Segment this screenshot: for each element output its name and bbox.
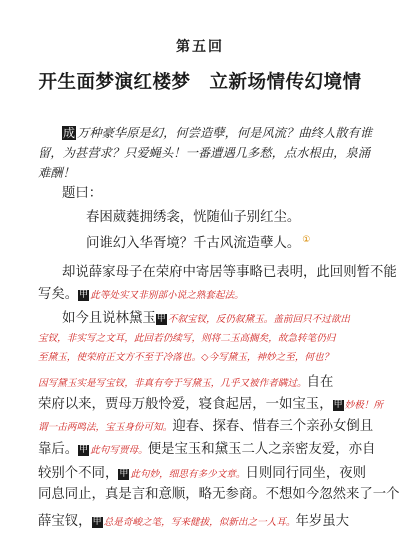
mixed-line	[38, 512, 349, 528]
mixed-line	[38, 464, 366, 480]
body-text: 如今且说林黛玉	[62, 311, 156, 326]
commentary-text: 谓一击两鸣法，宝玉身份可知。	[38, 422, 173, 433]
commentary	[92, 517, 296, 528]
verse-line: 难酬！	[38, 166, 75, 180]
body-line: 同息同止，真是言和意顺，略无参商。不想如今忽然来了一个	[38, 487, 400, 502]
body-text: 年岁虽大	[295, 514, 350, 529]
commentary-mark-icon: 甲	[333, 400, 343, 410]
commentary-line: 宝钗，非实写之文耳，此回若仍续写，则将二玉高搁矣，故急转笔仍归	[38, 333, 336, 344]
verse-line	[62, 126, 372, 140]
commentary-text: 此等处实又非别部小说之熟套起法。	[90, 290, 244, 301]
commentary-text: 因写黛玉实是写宝钗，非真有夸于写黛玉，几乎又被作者瞒过。	[38, 378, 307, 389]
commentary-mark-icon: 甲	[119, 469, 129, 479]
chapter-title: 开生面梦演红楼梦 立新场情传幻境情	[38, 72, 362, 93]
commentary-text: 此句妙，细思有多少文章。	[130, 469, 246, 480]
body-text: 自在	[306, 375, 334, 390]
mixed-line	[38, 440, 375, 456]
drop-cap: 成	[63, 126, 76, 140]
commentary-text: 此句写贾母。	[90, 445, 148, 456]
commentary	[333, 400, 383, 411]
commentary	[118, 469, 245, 480]
mixed-line	[38, 417, 373, 433]
body-line: 却说薛家母子在荣府中寄居等事略已表明，此回则暂不能	[62, 265, 397, 280]
poem-line: 春困葳蕤拥绣衾，恍随仙子别红尘。	[86, 210, 301, 225]
commentary-line: 至黛玉，使荣府正文方不至于冷落也。◇今写黛玉，神妙之至，何也？	[38, 352, 334, 363]
body-text: 日则同行同坐，夜则	[245, 466, 366, 481]
body-text: 迎春、探春、惜春三个亲孙女倒且	[172, 419, 374, 434]
commentary-text: 总是奇峻之笔，写来健拔，似新出之一人耳。	[103, 517, 296, 528]
body-text: 靠后。	[38, 442, 79, 457]
body-line	[62, 312, 350, 325]
poem-line	[86, 236, 310, 250]
commentary	[78, 445, 148, 456]
verse-text: 万种豪华原是幻，何尝造孽，何是风流？曲终人散有谁	[77, 126, 373, 140]
commentary	[78, 290, 244, 301]
commentary-mark-icon: 甲	[156, 314, 166, 324]
body-text: 便是宝玉和黛玉二人之亲密友爱，亦自	[147, 442, 376, 457]
mixed-line	[38, 373, 333, 389]
commentary-mark-icon: 甲	[92, 517, 102, 527]
chapter-number: 第五回	[176, 39, 224, 55]
footnote-marker[interactable]: ①	[302, 235, 311, 245]
commentary-text: 妙极！所	[344, 400, 383, 411]
poem-label: 题曰：	[62, 186, 103, 201]
mixed-line	[38, 395, 383, 411]
poem-text: 问谁幻入华胥境？千古风流造孽人。	[86, 236, 301, 251]
commentary-mark-icon: 甲	[79, 290, 89, 300]
body-text: 写矣。	[38, 287, 79, 302]
commentary-mark-icon: 甲	[79, 445, 89, 455]
body-text: 荣府以来，贾母万般怜爱，寝食起居，一如宝玉，	[38, 397, 333, 412]
commentary-text: 不叙宝钗，反仍叙黛玉。盖前回只不过欲出	[167, 314, 351, 325]
body-text: 薛宝钗，	[38, 514, 92, 529]
commentary	[156, 314, 350, 325]
body-line	[38, 288, 244, 301]
verse-line: 留，为甚营求？只爱蝇头！一番遭遇几多愁，点水根由，泉涌	[38, 146, 371, 160]
body-text: 较别个不同，	[38, 466, 119, 481]
